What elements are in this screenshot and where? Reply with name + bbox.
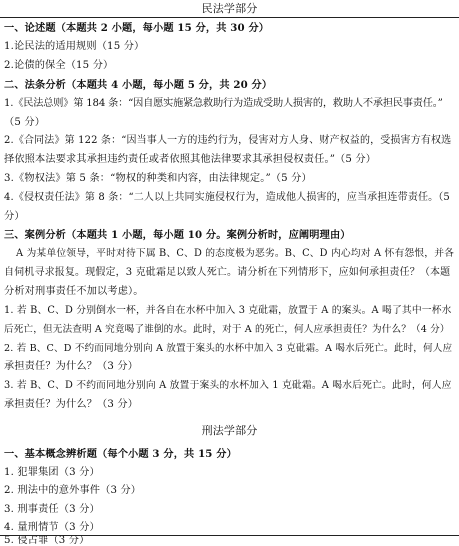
civil-law-title: 民法学部分: [201, 2, 258, 15]
civil-s2-q1-line1: 1.《民法总则》第 184 条：“因自愿实施紧急救助行为造成受助人损害的，救助人不承担民事责任。”: [4, 98, 443, 109]
civil-s3-case-line-3: 分析对刑事责任不加以考虑）。: [4, 286, 144, 297]
top-divider: [0, 17, 459, 18]
civil-s3-sub-line-5: 3. 若 B、C、D 不约而同地分别向 A 放置于案头的水杯加入 1 克砒霜。A 喝水后死亡。此时，何人应: [4, 380, 452, 391]
civil-s2-q4-line2: 分）: [4, 211, 25, 222]
civil-s2-q1-line2: （5 分）: [4, 117, 46, 128]
civil-s1-item-1: 1.论民法的适用规则（15 分）: [4, 41, 145, 52]
civil-s3-case-line-2: 自伺机寻求报复。现假定，3 克砒霜足以致人死亡。请分析在下列情形下，应如何承担责任？（本题: [4, 267, 451, 278]
criminal-law-title: 刑法学部分: [201, 424, 258, 437]
civil-s3-sub-line-3: 2. 若 B、C、D 不约而同地分别向 A 放置于案头的水杯中加入 3 克砒霜。A 喝水后死亡。此时，何人应: [4, 343, 453, 354]
civil-s3-sub-line-6: 承担责任？为什么？（3 分）: [4, 399, 139, 410]
criminal-s1-item-3: 3. 刑事责任（3 分）: [4, 504, 100, 515]
civil-s1-item-2: 2.论债的保全（15 分）: [4, 60, 114, 71]
civil-s2-q4-line1: 4.《侵权责任法》第 8 条：“二人以上共同实施侵权行为，造成他人损害的，应当承担连带责任。（5: [4, 192, 450, 203]
criminal-s1-item-5: 5. 侵占罪（3 分）: [4, 536, 90, 546]
civil-s3-sub-line-1: 1. 若 B、C、D 分别倒水一杯，并各自在水杯中加入 3 克砒霜，放置于 A 的案头。A 喝了其中一杯水: [4, 305, 452, 316]
civil-s3-case-line-1: A 为某单位领导，平时对待下属 B、C、D 的态度极为恶劣。B、C、D 内心均对 A 怀有怨恨，并各: [16, 248, 455, 259]
civil-section-3-heading: 三、案例分析（本题共 1 小题，每小题 10 分。案例分析时，应阐明理由）: [4, 229, 351, 241]
civil-s2-q2-line2: 择依照本法要求其承担违约责任或者依照其他法律要求其承担侵权责任。”（5 分）: [4, 154, 377, 165]
criminal-section-1-heading: 一、基本概念辨析题（每个小题 3 分，共 15 分）: [4, 448, 237, 460]
civil-s3-sub-line-2: 后死亡，但无法查明 A 究竟喝了谁倒的水。此时，对于 A 的死亡，何人应承担责任？为什么？（4 分）: [4, 324, 450, 335]
civil-s3-sub-line-4: 承担责任？为什么？（3 分）: [4, 361, 139, 372]
criminal-s1-item-1: 1. 犯罪集团（3 分）: [4, 467, 100, 478]
civil-section-1-heading: 一、论述题（本题共 2 小题，每小题 15 分，共 30 分）: [4, 22, 270, 34]
criminal-s1-item-4: 4. 量刑情节（3 分）: [4, 522, 100, 533]
civil-s2-q2-line1: 2.《合同法》第 122 条：“因当事人一方的违约行为，侵害对方人身、财产权益的，受损害方有权选: [4, 135, 452, 146]
civil-section-2-heading: 二、法条分析（本题共 4 小题，每小题 5 分，共 20 分）: [4, 79, 273, 91]
civil-s2-q3-line1: 3.《物权法》第 5 条：“物权的种类和内容，由法律规定。”（5 分）: [4, 173, 312, 184]
criminal-s1-item-2: 2. 刑法中的意外事件（3 分）: [4, 485, 142, 496]
